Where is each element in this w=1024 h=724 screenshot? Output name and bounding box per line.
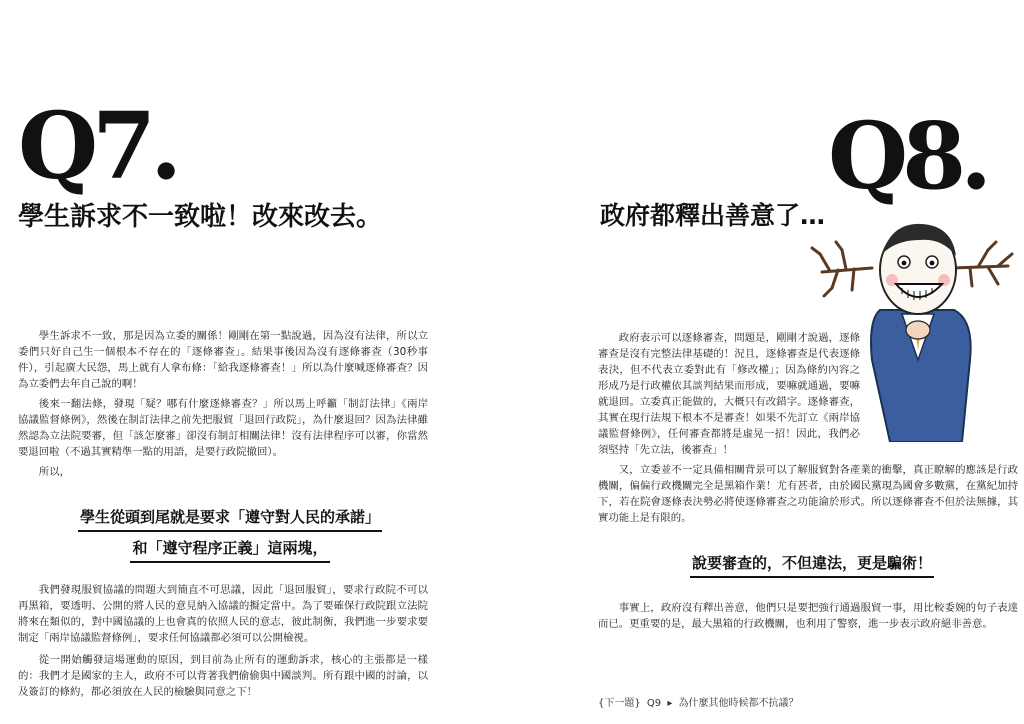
q8-paragraph-1: 政府表示可以逐條審查，問題是，剛剛才說過，逐條審查是沒有完整法律基礎的！況且，逐條審查是代表逐條表決，但不代表立委對此有「修改權」；因為條約內容之形成乃是行政權依其談判結果而形成，要嘛就通過，要嘛就退回。立委真正能做的，大概只有改錯字。逐條審查，其實在現行法規下根本不是審查！如果不先訂立《兩岸協議監督條例》，任何審查都將是虛晃一招！因此，我們必須堅持「先立法，後審查」！ (598, 332, 860, 456)
q7-paragraph-1: 學生訴求不一致，那是因為立委的關係！剛剛在第一點說過，因為沒有法律，所以立委們只好自己生一個根本不存在的「逐條審查」。結果事後因為沒有逐條審查（30秒事件），引起廣大民怨，馬上就有人拿布條：「給我逐條審查！」所以為什麼喊逐條審查？因為立委們去年自己說的啊！ (18, 330, 428, 390)
q8-answer-paragraph-a (598, 330, 860, 458)
question-title-q8: 政府都釋出善意了… (600, 201, 826, 230)
next-question-number: Q9 (646, 698, 662, 709)
next-question-link[interactable] (598, 694, 802, 709)
right-branch-arm (952, 242, 1012, 286)
q8-callout (662, 556, 962, 578)
q7-answer-body-2 (18, 582, 428, 700)
q7-paragraph-5: 從一開始觸發這場運動的原因，到目前為止所有的運動訴求，核心的主張都是一樣的：我們才是國家的主人，政府不可以背著我們偷偷與中國談判。所有跟中國的討論，以及簽訂的條約，都必須放在人民的檢驗與同意之下！ (18, 654, 428, 698)
q7-paragraph-2: 後來一翻法條，發現「疑？哪有什麼逐條審查？」所以馬上呼籲「制訂法律」《兩岸協議監督條例》，然後在制訂法律之前先把服貿「退回行政院」，為什麼退回？因為法律雖然認為立法院要審，但「該怎麼審」卻沒有制訂相關法律！沒有法律程序可以審，你當然要退回啦（不過其實精準一點的用語，是要行政院撤回）。 (18, 398, 428, 458)
q8-answer-paragraph-c (598, 600, 1018, 632)
question-title-q7: 學生訴求不一致啦！改來改去。 (18, 202, 383, 232)
q7-callout-text-2: 和「遵守程序正義」這兩塊， (130, 541, 329, 563)
q8-paragraph-2: 又，立委並不一定具備相關背景可以了解服貿對各產業的衝擊，真正瞭解的應該是行政機關，偏偏行政機關完全是黑箱作業！尤有甚者，由於國民黨現為國會多數黨，在黨紀加持下，若在院會逐條表決勢必將使逐條審查之功能淪於形式。所以逐條審查不但於法無據，其實功能上是有限的。 (598, 464, 1018, 524)
next-question-title: 為什麼其他時候都不抗議？ (678, 698, 799, 709)
q8-paragraph-3: 事實上，政府沒有釋出善意，他們只是要把強行通過服貿一事，用比較委婉的句子表達而已。更重要的是，最大黑箱的行政機關，也利用了警察，進一步表示政府絕非善意。 (598, 602, 1018, 630)
right-pupil (930, 261, 935, 266)
q7-paragraph-4: 我們發現服貿協議的問題大到簡直不可思議，因此「退回服貿」，要求行政院不可以再黑箱，要透明、公開的將人民的意見納入協議的擬定當中。為了要確保行政院跟立法院將來在類似的，對中國協議的上也會真的依照人民的意志，彼此制衡，我們進一步要求要制定「兩岸協議監督條例」，要求任何協議都必須可以公開檢視。 (18, 584, 428, 644)
next-question-bracket: {下一題} (598, 698, 641, 709)
left-pupil (902, 261, 907, 266)
q8-callout-text: 說要審查的，不但違法，更是騙術！ (690, 556, 934, 578)
clasped-hands (906, 321, 930, 339)
q7-callout-text-1: 學生從頭到尾就是要求「遵守對人民的承諾」 (78, 510, 382, 532)
triangle-arrow-icon: ▸ (667, 698, 673, 709)
q7-callout-line-2 (30, 541, 430, 563)
question-number-q8: Q8. (828, 102, 987, 210)
left-branch-arm (812, 242, 872, 296)
right-page (512, 0, 1024, 724)
question-number-q7: Q7. (18, 92, 177, 200)
q7-callout-line-1 (30, 510, 430, 532)
q7-answer-body (18, 328, 428, 480)
q8-answer-paragraph-b (598, 462, 1018, 526)
q7-paragraph-3: 所以， (38, 466, 70, 478)
